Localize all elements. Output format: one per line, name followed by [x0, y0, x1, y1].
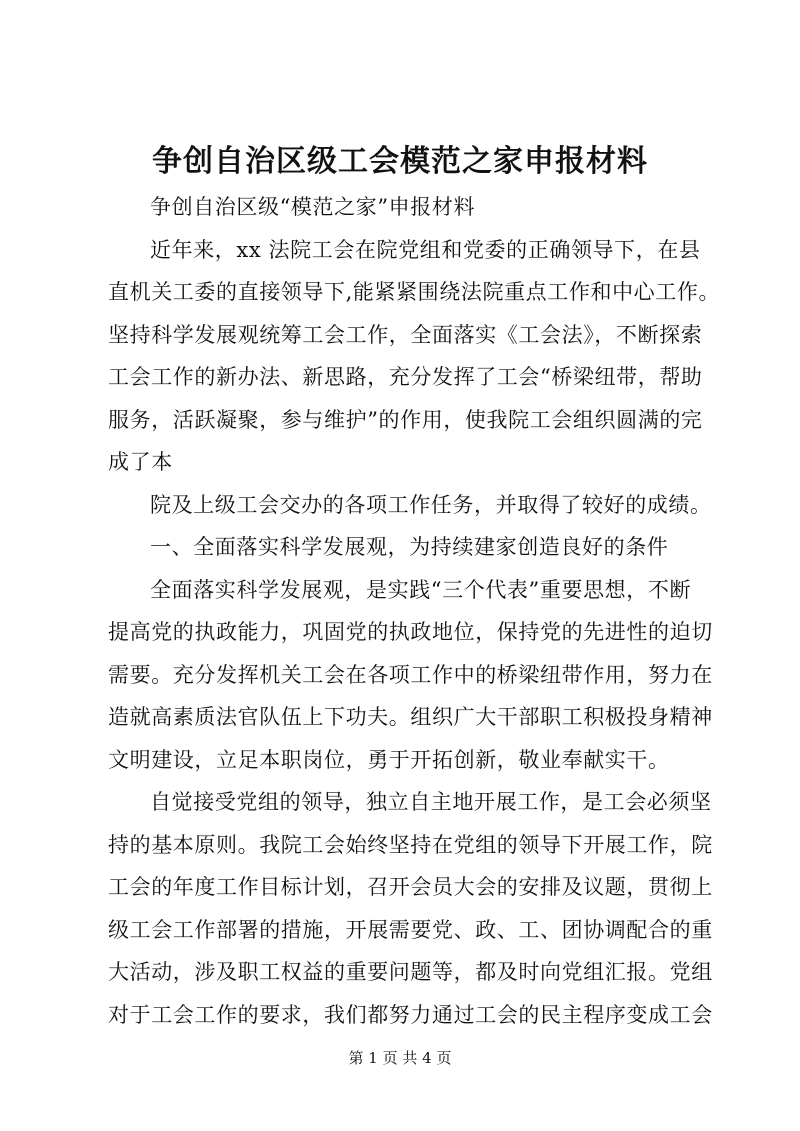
- text-line: 对于工会工作的要求，我们都努力通过工会的民主程序变成工会: [108, 1002, 713, 1027]
- text-line: 近年来，xx 法院工会在院党组和党委的正确领导下，在县: [150, 237, 701, 262]
- text-line: 服务，活跃凝聚，参与维护”的作用，使我院工会组织圆满的完: [108, 407, 703, 432]
- text-line: 级工会工作部署的措施，开展需要党、政、工、团协调配合的重: [108, 917, 713, 942]
- text-line: 工会的年度工作目标计划，召开会员大会的安排及议题，贯彻上: [108, 875, 713, 899]
- text-line: 持的基本原则。我院工会始终坚持在党组的领导下开展工作，院: [108, 832, 713, 857]
- text-line: 成了本: [108, 450, 173, 474]
- text-line: 提高党的执政能力，巩固党的执政地位，保持党的先进性的迫切: [108, 620, 713, 644]
- page-footer: 第 1 页 共 4 页: [348, 1049, 452, 1067]
- text-line: 文明建设，立足本职岗位，勇于开拓创新，敬业奉献实干。: [108, 747, 670, 772]
- text-line: 坚持科学发展观统筹工会工作，全面落实《工会法》，不断探索: [108, 322, 703, 347]
- text-line: 自觉接受党组的领导，独立自主地开展工作，是工会必须坚: [150, 790, 712, 814]
- text-line: 全面落实科学发展观，是实践“三个代表”重要思想，不断: [150, 577, 692, 602]
- text-line: 造就高素质法官队伍上下功夫。组织广大干部职工积极投身精神: [108, 705, 713, 729]
- text-line: 一、全面落实科学发展观，为持续建家创造良好的条件: [150, 535, 669, 559]
- text-line: 院及上级工会交办的各项工作任务，并取得了较好的成绩。: [150, 492, 712, 517]
- text-line: 大活动，涉及职工权益的重要问题等，都及时向党组汇报。党组: [108, 960, 713, 984]
- text-line: 直机关工委的直接领导下,能紧紧围绕法院重点工作和中心工作。: [108, 280, 721, 304]
- document-body: [108, 186, 721, 1036]
- text-line: 需要。充分发挥机关工会在各项工作中的桥梁纽带作用，努力在: [108, 662, 713, 687]
- text-line: 工会工作的新办法、新思路，充分发挥了工会“桥梁纽带，帮助: [108, 365, 703, 389]
- document-title: 争创自治区级工会模范之家申报材料: [152, 144, 648, 179]
- text-line: 争创自治区级“模范之家”申报材料: [150, 195, 476, 219]
